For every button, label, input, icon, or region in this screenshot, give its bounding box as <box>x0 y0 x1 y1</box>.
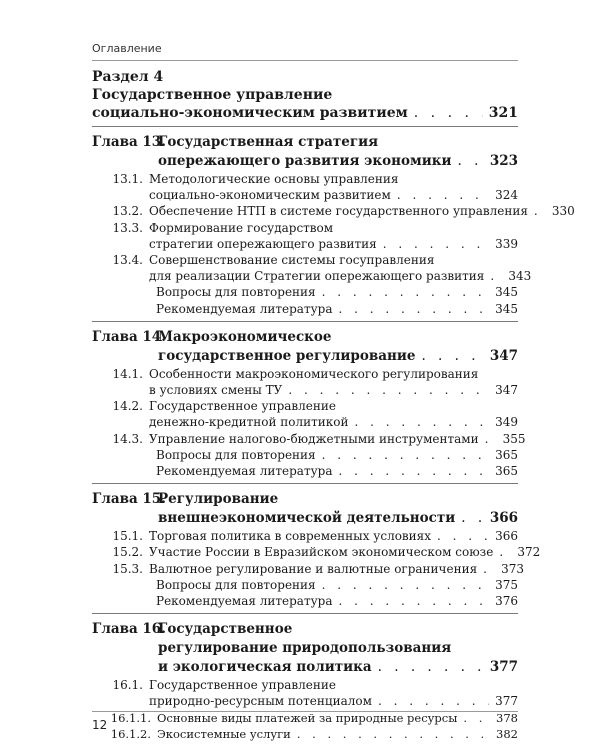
leader-dots <box>297 726 490 742</box>
toc-extra-entry[interactable] <box>92 577 518 593</box>
leader-dots <box>322 284 489 300</box>
entry-line <box>92 366 518 382</box>
chapter-number: Глава 15. <box>92 491 166 508</box>
toc-subsection[interactable] <box>92 710 518 726</box>
entry-page-number: 373 <box>501 561 525 576</box>
chapter-title-line: государственное регулирование <box>158 347 416 364</box>
chapter-heading-line <box>92 133 518 152</box>
entry-page-number: 347 <box>495 383 518 398</box>
entry-title-line: Валютное регулирование и валютные ограничения <box>149 561 478 576</box>
entry-title-line: Государственное управление <box>149 678 337 693</box>
entry-number: 15.2. <box>112 545 143 560</box>
chapter-number: Глава 13. <box>92 134 166 150</box>
entry-title-line: Экосистемные услуги <box>157 726 291 741</box>
toc-subsection[interactable] <box>92 726 518 742</box>
entry-line <box>92 577 518 593</box>
entry-line <box>92 252 518 268</box>
chapter-heading-line <box>92 490 518 509</box>
entry-title-line: Методологические основы управления <box>149 172 399 186</box>
chapter-list <box>92 126 575 742</box>
entry-number: 14.2. <box>112 399 143 414</box>
entry-title-line: Государственное управление <box>149 399 337 414</box>
toc-subsection[interactable] <box>92 366 518 398</box>
entry-number: 15.1. <box>112 529 143 544</box>
leader-dots <box>483 561 495 577</box>
chapter-heading[interactable] <box>92 613 518 677</box>
toc-extra-entry[interactable] <box>92 593 518 609</box>
entry-line <box>92 398 518 414</box>
chapter-title-line: Регулирование <box>158 491 279 508</box>
chapter-title-line: регулирование природопользования <box>158 640 452 657</box>
chapter-number: Глава 14. <box>92 328 166 345</box>
entry-line <box>92 528 518 544</box>
entry-line <box>92 593 518 609</box>
toc-extra-entry[interactable] <box>92 301 518 317</box>
toc-subsection[interactable] <box>92 528 518 544</box>
chapter-page-number: 323 <box>489 153 518 169</box>
page-number: 12 <box>92 718 108 732</box>
entry-number: 16.1.2. <box>110 726 151 741</box>
leader-dots <box>421 347 483 366</box>
toc-subsection[interactable] <box>92 431 526 447</box>
toc-subsection[interactable] <box>92 171 518 203</box>
entry-line <box>92 301 518 317</box>
entry-line <box>92 187 518 203</box>
entry-line <box>92 268 532 284</box>
running-head: Оглавление <box>92 42 162 55</box>
leader-dots <box>378 693 489 709</box>
chapter-heading-line <box>92 328 518 347</box>
extra-title: Рекомендуемая литература <box>156 464 333 479</box>
entry-title-line: Участие России в Евразийском экономическом союзе <box>149 545 494 560</box>
toc-subsection[interactable] <box>92 398 518 430</box>
entry-page-number: 343 <box>508 269 532 284</box>
entry-page-number: 324 <box>495 188 518 203</box>
entry-line <box>92 544 541 560</box>
entry-number: 13.1. <box>112 172 143 186</box>
section-heading[interactable] <box>92 68 518 122</box>
chapter-title-line: и экологическая политика <box>158 659 372 676</box>
entry-line <box>92 236 518 252</box>
toc-subsection[interactable] <box>92 220 518 252</box>
entry-number: 13.3. <box>112 220 143 235</box>
entry-number: 14.1. <box>112 366 143 381</box>
entry-line <box>92 431 526 447</box>
leader-dots <box>534 203 546 219</box>
chapter-page-number: 347 <box>489 347 518 364</box>
section-title-line: социально-экономическим развитием <box>92 105 408 121</box>
entry-title-line: природно-ресурсным потенциалом <box>149 694 372 709</box>
section-title-line: Государственное управление <box>92 87 333 103</box>
leader-dots <box>383 236 489 252</box>
toc-subsection[interactable] <box>92 203 575 219</box>
entry-page-number: 372 <box>517 545 541 560</box>
entry-line <box>92 677 518 693</box>
leader-dots <box>458 152 484 171</box>
entry-line <box>92 220 518 236</box>
extra-title: Вопросы для повторения <box>156 447 316 462</box>
leader-dots <box>437 528 489 544</box>
entry-line <box>92 203 575 219</box>
top-rule <box>92 60 518 61</box>
extra-page-number: 375 <box>495 577 518 592</box>
entry-page-number: 355 <box>502 431 526 446</box>
leader-dots <box>339 593 490 609</box>
chapter-number: Глава 16. <box>92 621 166 638</box>
chapter-heading-line <box>92 639 518 658</box>
entry-page-number: 377 <box>495 694 518 709</box>
entry-title-line: для реализации Стратегии опережающего развития <box>149 269 485 284</box>
extra-page-number: 376 <box>495 594 518 609</box>
toc-subsection[interactable] <box>92 561 525 577</box>
leader-dots <box>339 301 490 317</box>
chapter-title-line: Государственная стратегия <box>158 134 379 150</box>
section-page-number: 321 <box>488 105 518 121</box>
entry-title-line: Совершенствование системы госуправления <box>149 253 435 268</box>
entry-number: 16.1. <box>112 678 143 693</box>
entry-line <box>92 693 518 709</box>
toc-extra-entry[interactable] <box>92 447 518 463</box>
leader-dots <box>378 658 484 677</box>
entry-page-number: 366 <box>495 529 518 544</box>
toc-subsection[interactable] <box>92 252 532 284</box>
toc-extra-entry[interactable] <box>92 463 518 479</box>
leader-dots <box>414 104 483 122</box>
entry-line <box>92 710 518 726</box>
entry-title-line: Формирование государством <box>149 220 334 235</box>
chapter-heading-line <box>92 658 518 677</box>
extra-page-number: 365 <box>495 447 518 462</box>
section-label: Раздел 4 <box>92 69 164 85</box>
entry-line <box>92 414 518 430</box>
chapter-heading[interactable] <box>92 321 518 366</box>
entry-number: 14.3. <box>112 431 143 446</box>
chapter-heading-line <box>92 152 518 171</box>
entry-title-line: денежно-кредитной политикой <box>149 415 349 430</box>
extra-page-number: 345 <box>495 301 518 316</box>
extra-title: Рекомендуемая литература <box>156 594 333 609</box>
entry-title-line: социально-экономическим развитием <box>149 188 391 203</box>
chapter-heading-line <box>92 347 518 366</box>
entry-number: 15.3. <box>112 561 143 576</box>
entry-page-number: 339 <box>495 236 518 251</box>
extra-title: Рекомендуемая литература <box>156 301 333 316</box>
leader-dots <box>288 382 489 398</box>
leader-dots <box>485 431 497 447</box>
toc-subsection[interactable] <box>92 544 541 560</box>
entry-page-number: 382 <box>496 726 518 741</box>
entry-line <box>92 284 518 300</box>
entry-line <box>92 561 525 577</box>
entry-title-line: Торговая политика в современных условиях <box>149 529 432 544</box>
entry-page-number: 378 <box>496 710 518 725</box>
leader-dots <box>461 509 484 528</box>
entry-title-line: в условиях смены ТУ <box>149 383 283 398</box>
leader-dots <box>490 268 502 284</box>
leader-dots <box>463 710 490 726</box>
chapter-heading-line <box>92 620 518 639</box>
chapter-heading-line <box>92 509 518 528</box>
toc-extra-entry[interactable] <box>92 284 518 300</box>
extra-page-number: 345 <box>495 285 518 300</box>
entry-page-number: 349 <box>495 415 518 430</box>
chapter-page-number: 366 <box>489 510 518 527</box>
leader-dots <box>354 414 489 430</box>
table-of-contents <box>92 68 575 742</box>
entry-line <box>92 447 518 463</box>
extra-page-number: 365 <box>495 464 518 479</box>
entry-title-line: Обеспечение НТП в системе государственного управления <box>149 204 528 219</box>
entry-line <box>92 726 518 742</box>
chapter-title-line: внешнеэкономической деятельности <box>158 510 456 527</box>
extra-title: Вопросы для повторения <box>156 577 316 592</box>
entry-line <box>92 171 518 187</box>
entry-line <box>92 463 518 479</box>
entry-number: 13.4. <box>112 253 143 268</box>
leader-dots <box>499 544 511 560</box>
entry-line <box>92 382 518 398</box>
chapter-heading[interactable] <box>92 126 518 171</box>
entry-page-number: 330 <box>551 204 575 219</box>
extra-title: Вопросы для повторения <box>156 285 316 300</box>
entry-title-line: стратегии опережающего развития <box>149 236 377 251</box>
chapter-title-line: Государственное <box>158 621 293 638</box>
bottom-rule <box>92 711 518 712</box>
chapter-title-line: Макроэкономическое <box>158 328 332 345</box>
leader-dots <box>322 447 489 463</box>
chapter-page-number: 377 <box>489 659 518 676</box>
leader-dots <box>397 187 489 203</box>
leader-dots <box>339 463 490 479</box>
chapter-title-line: опережающего развития экономики <box>158 153 452 169</box>
toc-subsection[interactable] <box>92 677 518 709</box>
entry-number: 16.1.1. <box>110 710 151 725</box>
entry-title-line: Управление налогово-бюджетными инструментами <box>149 431 479 446</box>
entry-title-line: Основные виды платежей за природные ресурсы <box>157 710 458 725</box>
entry-title-line: Особенности макроэкономического регулирования <box>149 366 479 381</box>
entry-number: 13.2. <box>112 204 143 219</box>
leader-dots <box>322 577 489 593</box>
chapter-heading[interactable] <box>92 483 518 528</box>
